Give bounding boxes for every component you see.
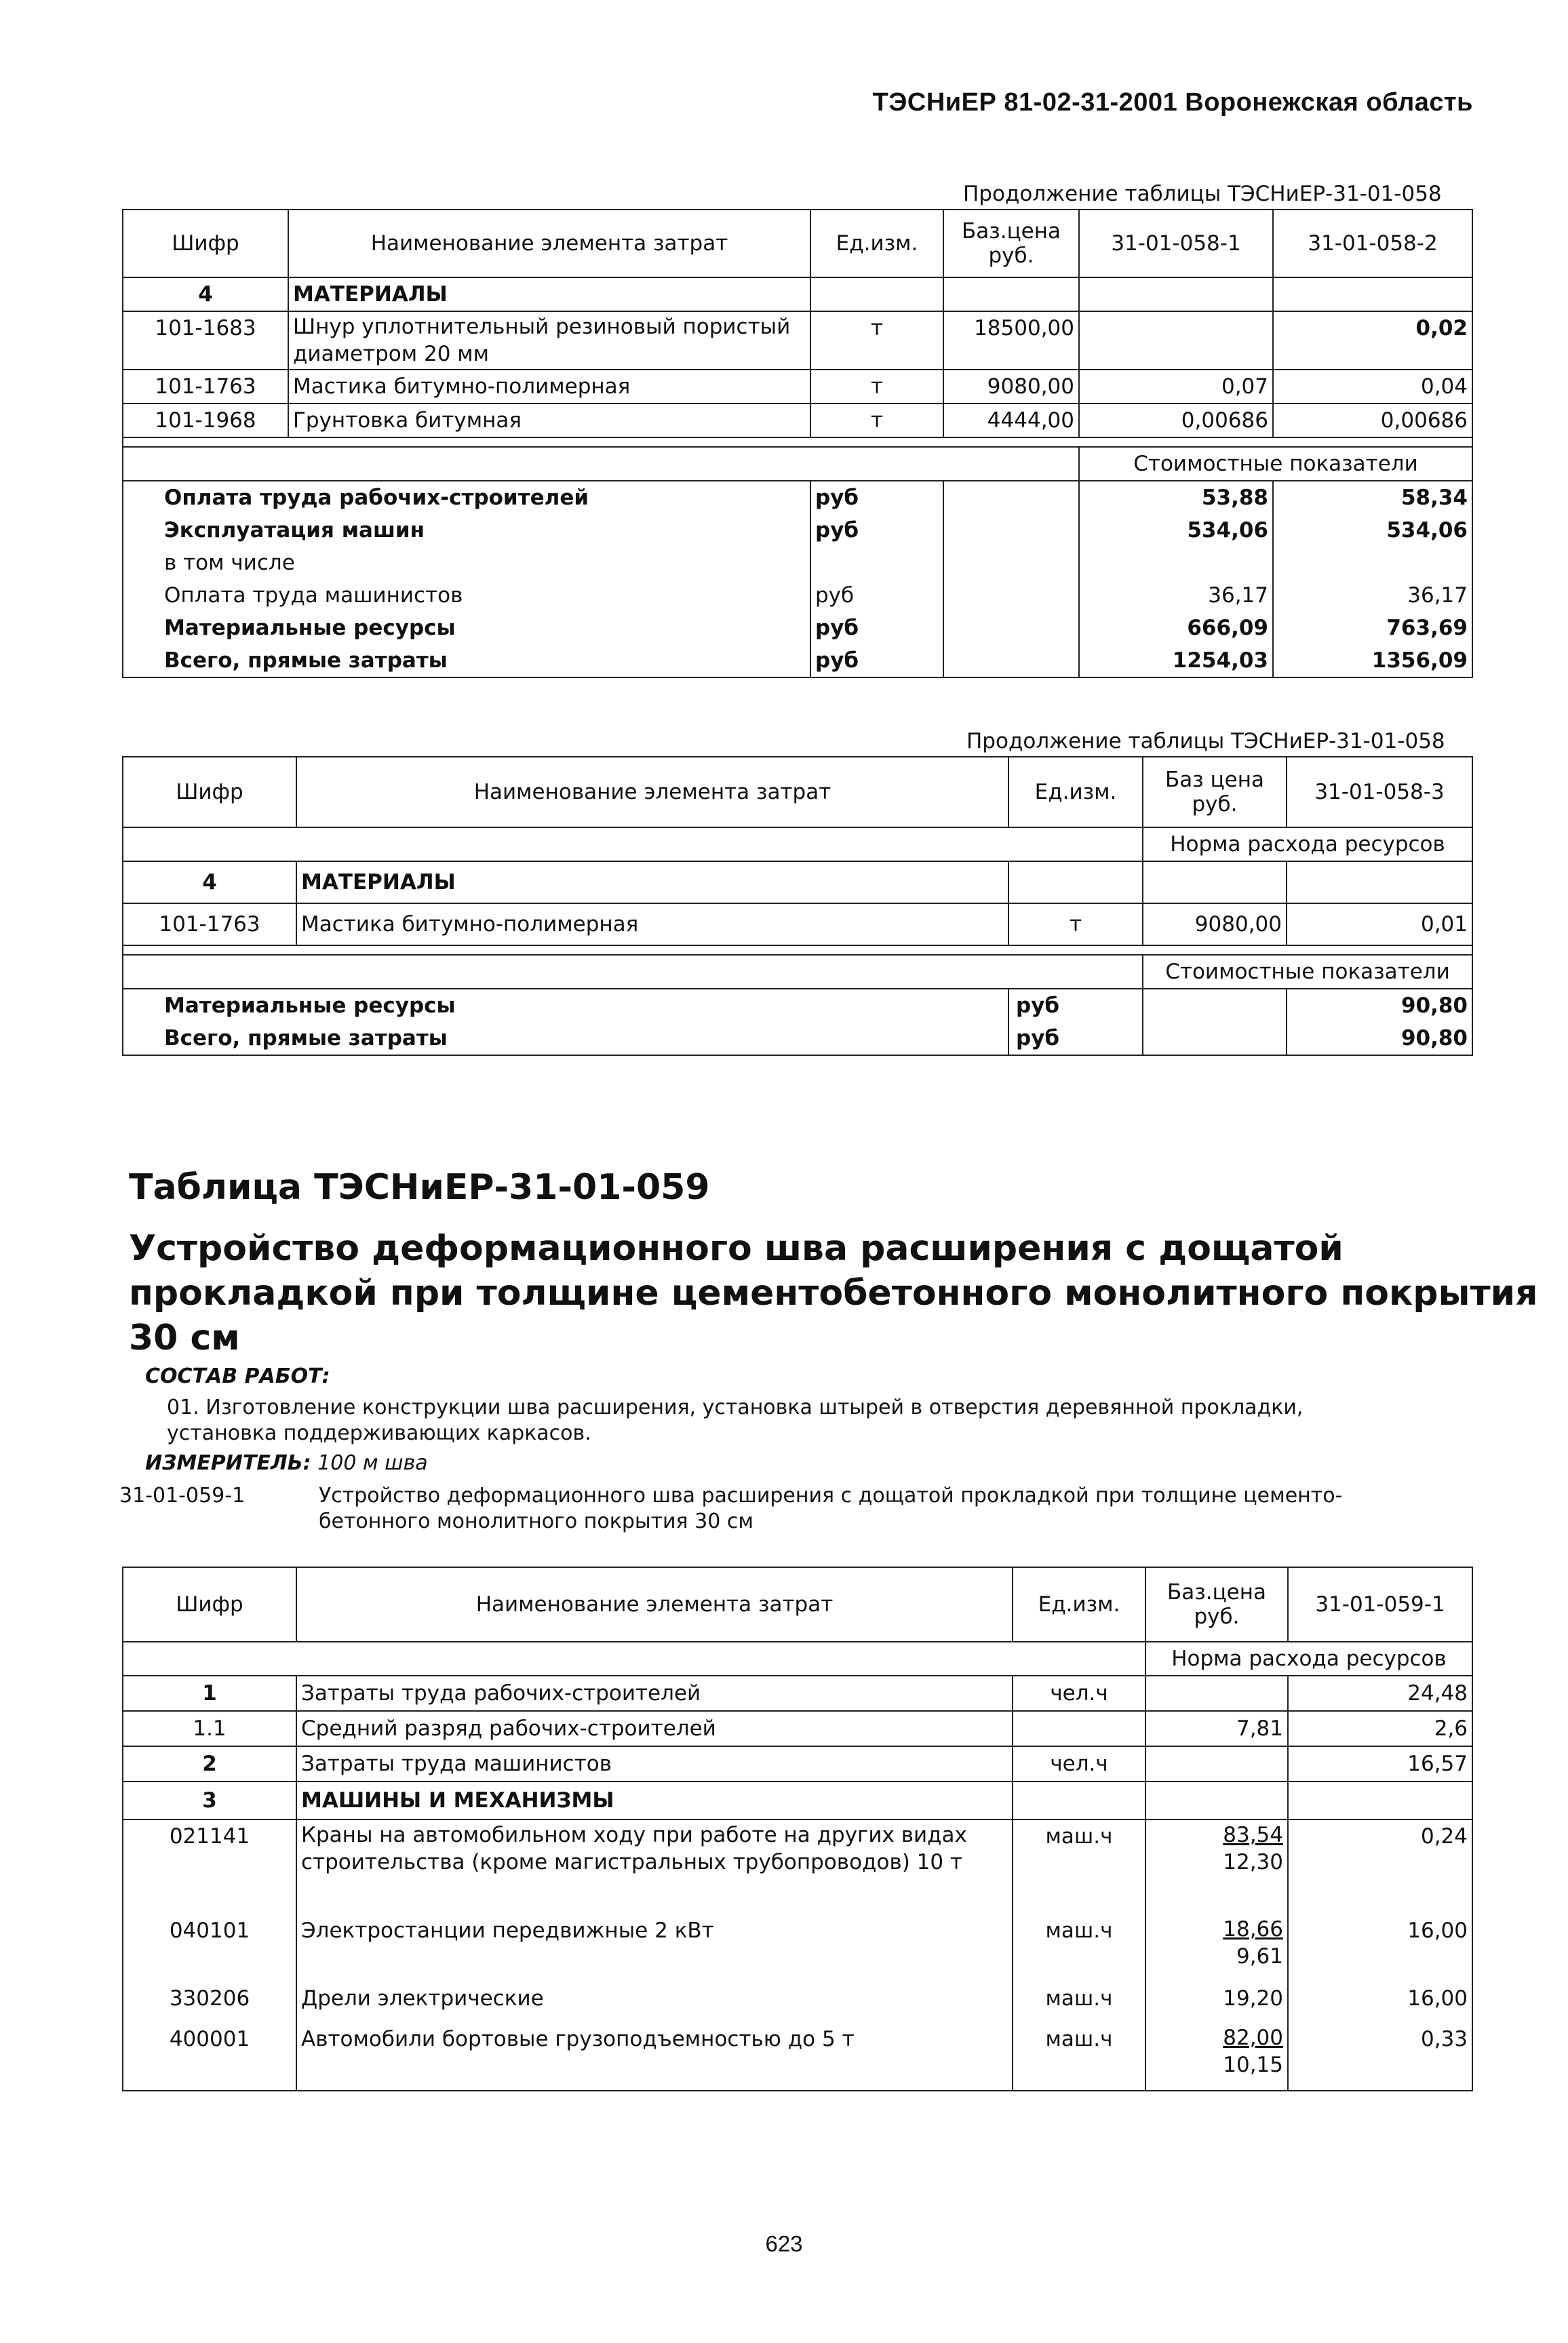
table-caption: Продолжение таблицы ТЭСНиЕР-31-01-058 xyxy=(963,182,1442,206)
cost-header: Стоимостные показатели xyxy=(1143,955,1472,989)
item-line-1: Устройство деформационного шва расширения с дощатой прокладкой при толщине цементо- xyxy=(319,1484,1343,1508)
col-header-unit: Ед.изм. xyxy=(810,210,943,277)
col-header-price: Баз.цена руб. xyxy=(943,210,1079,277)
table-row: 1 Затраты труда рабочих-строителей чел.ч 24,48 xyxy=(123,1676,1472,1711)
cost-row: в том числе xyxy=(123,547,1472,579)
table-row: 101-1683 Шнур уплотнительный резиновый пористый диаметром 20 мм т 18500,00 0,02 xyxy=(123,311,1472,370)
table-row: 400001 Автомобили бортовые грузоподъемностью до 5 т маш.ч 82,00 10,15 0,33 xyxy=(123,2023,1472,2091)
col-header-058-1: 31-01-058-1 xyxy=(1079,210,1273,277)
page-number: 623 xyxy=(765,2231,803,2256)
col-header-name: Наименование элемента затрат xyxy=(296,1567,1013,1642)
table-title: Таблица ТЭСНиЕР-31-01-059 xyxy=(129,1167,710,1208)
meter-label: ИЗМЕРИТЕЛЬ: xyxy=(145,1451,311,1475)
table-row: 021141 Краны на автомобильном ходу при работе на других видах строительства (кроме магистральных трубопроводов) 10 т маш.ч 83,54 12,30 0,24 xyxy=(123,1819,1472,1914)
running-header: ТЭСНиЕР 81-02-31-2001 Воронежская область xyxy=(872,88,1473,117)
col-header-unit: Ед.изм. xyxy=(1008,757,1143,827)
cost-row: Оплата труда машинистов руб 36,17 36,17 xyxy=(123,579,1472,612)
section-name: МАТЕРИАЛЫ xyxy=(288,277,810,311)
table-row: 101-1968 Грунтовка битумная т 4444,00 0,00686 0,00686 xyxy=(123,403,1472,437)
resources-table-058-3 xyxy=(122,756,1473,1056)
cost-row: Материальные ресурсы руб 90,80 xyxy=(123,989,1472,1022)
meter-line xyxy=(145,1451,428,1475)
section-code: 4 xyxy=(123,277,288,311)
table-row: 040101 Электростанции передвижные 2 кВт маш.ч 18,66 9,61 16,00 xyxy=(123,1914,1472,1982)
table-caption: Продолжение таблицы ТЭСНиЕР-31-01-058 xyxy=(966,729,1445,753)
section-title-line-3: 30 см xyxy=(129,1318,240,1358)
table-row: 2 Затраты труда машинистов чел.ч 16,57 xyxy=(123,1746,1472,1781)
col-header-code: Шифр xyxy=(123,210,288,277)
col-header-058-2: 31-01-058-2 xyxy=(1273,210,1472,277)
resources-table-059-1 xyxy=(122,1567,1473,2091)
col-header-code: Шифр xyxy=(123,1567,296,1642)
section-code: 4 xyxy=(123,861,296,903)
table-row: 330206 Дрели электрические маш.ч 19,20 16,00 xyxy=(123,1982,1472,2023)
cost-row: Всего, прямые затраты руб 1254,03 1356,09 xyxy=(123,644,1472,677)
section-title-line-2: прокладкой при толщине цементобетонного монолитного покрытия xyxy=(129,1273,1538,1314)
col-header-price: Баз.цена руб. xyxy=(1145,1567,1288,1642)
table-row: 101-1763 Мастика битумно-полимерная т 9080,00 0,01 xyxy=(123,903,1472,945)
section-name: МАТЕРИАЛЫ xyxy=(296,861,1008,903)
col-header-058-3: 31-01-058-3 xyxy=(1287,757,1472,827)
col-header-059-1: 31-01-059-1 xyxy=(1288,1567,1472,1642)
cost-row: Оплата труда рабочих-строителей руб 53,88 58,34 xyxy=(123,481,1472,514)
col-header-unit: Ед.изм. xyxy=(1013,1567,1145,1642)
section-title-line-1: Устройство деформационного шва расширения с дощатой xyxy=(129,1228,1344,1269)
cost-row: Всего, прямые затраты руб 90,80 xyxy=(123,1022,1472,1055)
norm-header: Норма расхода ресурсов xyxy=(1143,827,1472,861)
cost-header: Стоимостные показатели xyxy=(1079,447,1472,481)
col-header-code: Шифр xyxy=(123,757,296,827)
work-label: СОСТАВ РАБОТ: xyxy=(145,1364,330,1388)
col-header-price: Баз цена руб. xyxy=(1143,757,1287,827)
item-line-2: бетонного монолитного покрытия 30 см xyxy=(319,1510,753,1533)
cost-row: Эксплуатация машин руб 534,06 534,06 xyxy=(123,514,1472,547)
col-header-name: Наименование элемента затрат xyxy=(288,210,810,277)
work-line-1: 01. Изготовление конструкции шва расширения, установка штырей в отверстия деревянной прокладки, xyxy=(167,1396,1304,1419)
section-code: 3 xyxy=(123,1781,296,1819)
norm-header: Норма расхода ресурсов xyxy=(1145,1642,1472,1676)
col-header-name: Наименование элемента затрат xyxy=(296,757,1008,827)
work-line-2: установка поддерживающих каркасов. xyxy=(167,1421,591,1445)
table-row: 1.1 Средний разряд рабочих-строителей 7,81 2,6 xyxy=(123,1711,1472,1746)
table-row: 101-1763 Мастика битумно-полимерная т 9080,00 0,07 0,04 xyxy=(123,370,1472,403)
resources-table-058-1-2 xyxy=(122,209,1473,678)
meter-value: 100 м шва xyxy=(317,1451,428,1475)
section-name: МАШИНЫ И МЕХАНИЗМЫ xyxy=(296,1781,1013,1819)
cost-row: Материальные ресурсы руб 666,09 763,69 xyxy=(123,612,1472,644)
item-code: 31-01-059-1 xyxy=(119,1484,246,1508)
